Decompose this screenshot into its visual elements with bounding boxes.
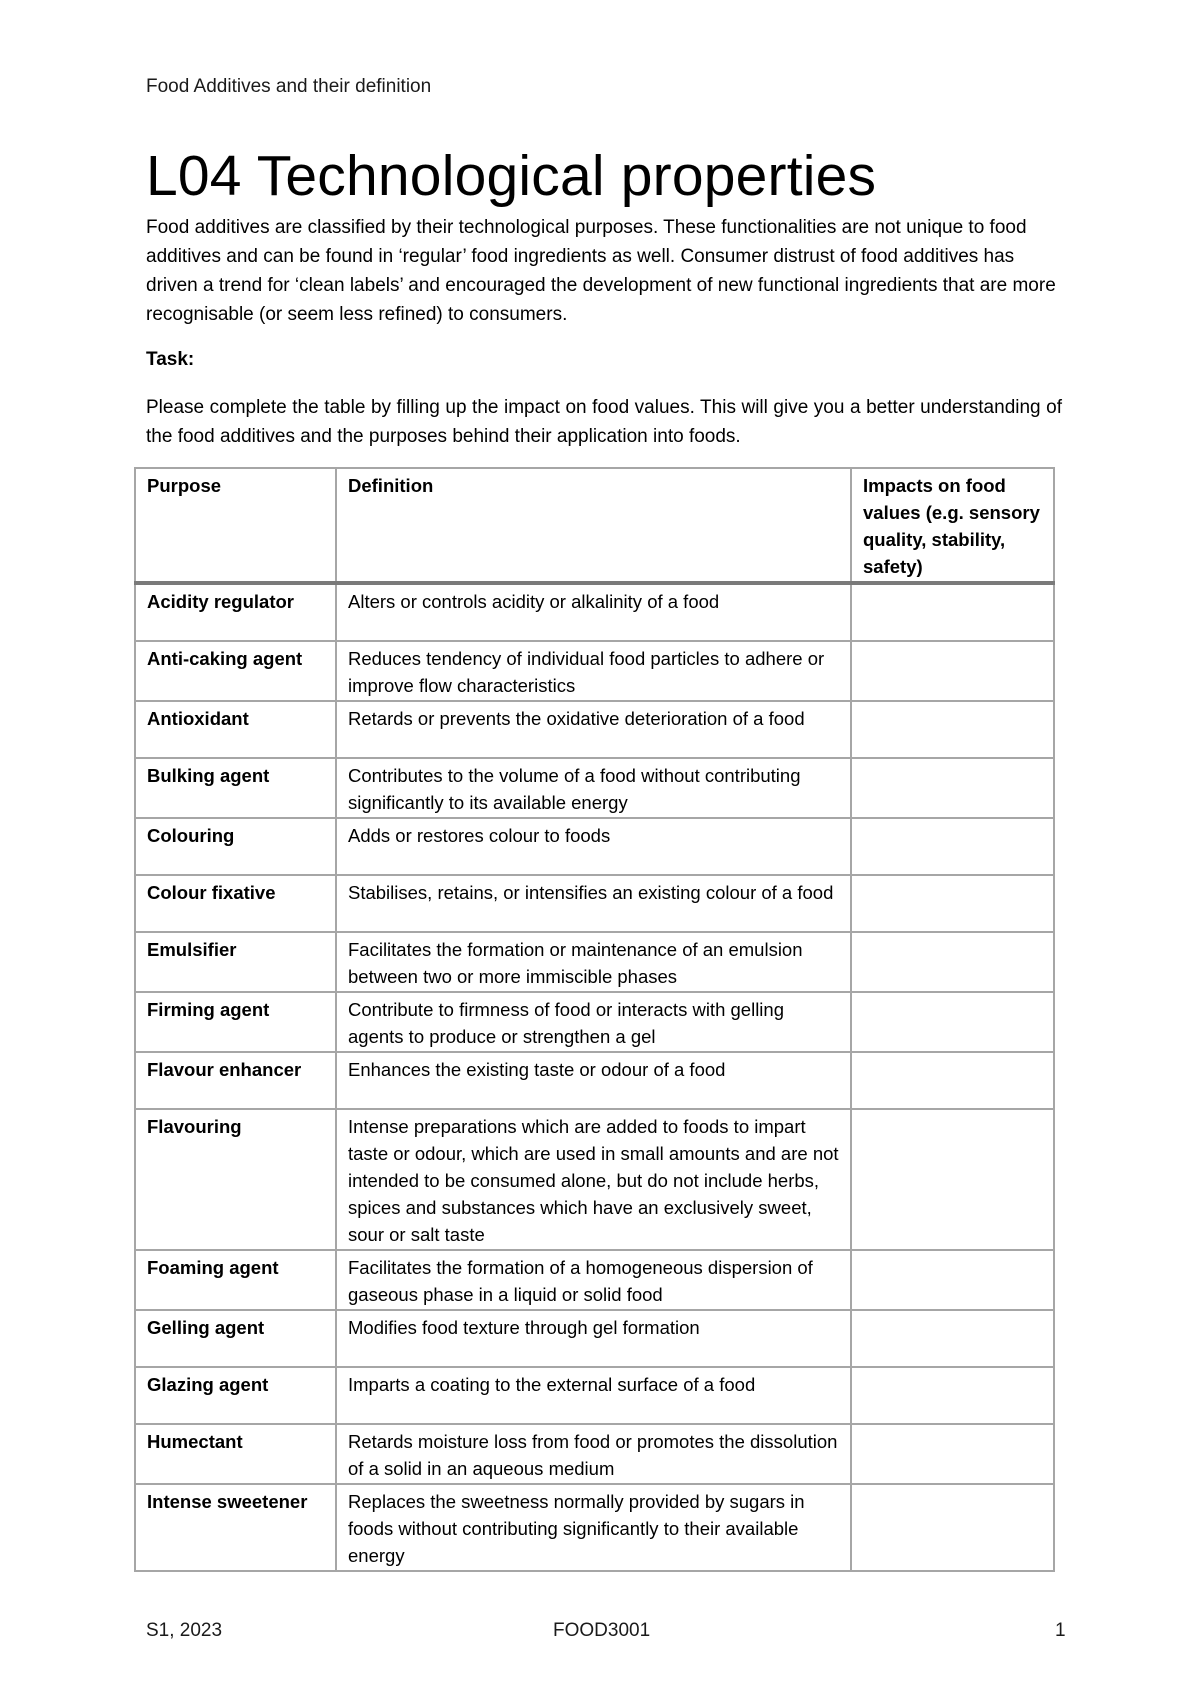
purpose-cell: Flavour enhancer xyxy=(135,1052,336,1109)
definition-cell: Intense preparations which are added to foods to impart taste or odour, which are used in small amounts and are not intended to be consumed alone, but do not include herbs, spices and substances which have an exclusively sweet, sour or salt taste xyxy=(336,1109,851,1250)
impact-cell[interactable] xyxy=(851,1367,1054,1424)
definition-cell: Stabilises, retains, or intensifies an existing colour of a food xyxy=(336,875,851,932)
definition-cell: Retards moisture loss from food or promotes the dissolution of a solid in an aqueous medium xyxy=(336,1424,851,1484)
impact-cell[interactable] xyxy=(851,992,1054,1052)
table-row xyxy=(135,1484,1054,1571)
definition-cell: Adds or restores colour to foods xyxy=(336,818,851,875)
definition-cell: Alters or controls acidity or alkalinity of a food xyxy=(336,583,851,641)
footer-term: S1, 2023 xyxy=(146,1620,223,1641)
purpose-cell: Emulsifier xyxy=(135,932,336,992)
document-title: L04 Technological properties xyxy=(146,144,877,208)
table-row xyxy=(135,818,1054,875)
impact-cell[interactable] xyxy=(851,818,1054,875)
table-row xyxy=(135,1052,1054,1109)
table-row xyxy=(135,992,1054,1052)
table-row xyxy=(135,758,1054,818)
purpose-cell: Colouring xyxy=(135,818,336,875)
definition-cell: Facilitates the formation of a homogeneous dispersion of gaseous phase in a liquid or solid food xyxy=(336,1250,851,1310)
purpose-cell: Firming agent xyxy=(135,992,336,1052)
header-impacts: Impacts on food values (e.g. sensory quality, stability, safety) xyxy=(851,468,1054,583)
purpose-cell: Anti-caking agent xyxy=(135,641,336,701)
table-row xyxy=(135,641,1054,701)
impact-cell[interactable] xyxy=(851,701,1054,758)
purpose-cell: Gelling agent xyxy=(135,1310,336,1367)
impact-cell[interactable] xyxy=(851,1250,1054,1310)
purpose-cell: Colour fixative xyxy=(135,875,336,932)
page-number: 1 xyxy=(1055,1620,1066,1641)
table-row xyxy=(135,1424,1054,1484)
definition-cell: Replaces the sweetness normally provided by sugars in foods without contributing significantly to their available energy xyxy=(336,1484,851,1571)
purpose-cell: Antioxidant xyxy=(135,701,336,758)
definition-cell: Contribute to firmness of food or interacts with gelling agents to produce or strengthen a gel xyxy=(336,992,851,1052)
footer-course-code: FOOD3001 xyxy=(553,1620,651,1641)
impact-cell[interactable] xyxy=(851,932,1054,992)
definition-cell: Reduces tendency of individual food particles to adhere or improve flow characteristics xyxy=(336,641,851,701)
impact-cell[interactable] xyxy=(851,1484,1054,1571)
purpose-cell: Intense sweetener xyxy=(135,1484,336,1571)
purpose-cell: Glazing agent xyxy=(135,1367,336,1424)
impact-cell[interactable] xyxy=(851,1109,1054,1250)
impact-cell[interactable] xyxy=(851,1052,1054,1109)
header-definition: Definition xyxy=(336,468,851,583)
page-header: Food Additives and their definition xyxy=(146,76,432,97)
impact-cell[interactable] xyxy=(851,758,1054,818)
definition-cell: Retards or prevents the oxidative deterioration of a food xyxy=(336,701,851,758)
impact-cell[interactable] xyxy=(851,875,1054,932)
table-row xyxy=(135,1310,1054,1367)
table-row xyxy=(135,875,1054,932)
impact-cell[interactable] xyxy=(851,583,1054,641)
impact-cell[interactable] xyxy=(851,1310,1054,1367)
table-row xyxy=(135,932,1054,992)
intro-paragraph: Food additives are classified by their technological purposes. These functionalities are not unique to food additives and can be found in ‘regular’ food ingredients as well. Consumer distrust of food additives has driven a trend for ‘clean labels’ and encouraged the development of new functional ingredients that are more recognisable (or seem less refined) to consumers. xyxy=(146,217,1056,325)
task-label: Task: xyxy=(146,349,195,370)
food-additives-table xyxy=(134,467,1055,1572)
table-row xyxy=(135,1250,1054,1310)
impact-cell[interactable] xyxy=(851,641,1054,701)
definition-cell: Enhances the existing taste or odour of a food xyxy=(336,1052,851,1109)
definition-cell: Imparts a coating to the external surface of a food xyxy=(336,1367,851,1424)
purpose-cell: Flavouring xyxy=(135,1109,336,1250)
table-header-row xyxy=(135,468,1054,583)
purpose-cell: Acidity regulator xyxy=(135,583,336,641)
task-instructions: Please complete the table by filling up the impact on food values. This will give you a better understanding of the food additives and the purposes behind their application into foods. xyxy=(146,397,1062,447)
table-row xyxy=(135,1367,1054,1424)
table-row xyxy=(135,583,1054,641)
definition-cell: Contributes to the volume of a food without contributing significantly to its available energy xyxy=(336,758,851,818)
impact-cell[interactable] xyxy=(851,1424,1054,1484)
definition-cell: Facilitates the formation or maintenance of an emulsion between two or more immiscible phases xyxy=(336,932,851,992)
purpose-cell: Bulking agent xyxy=(135,758,336,818)
purpose-cell: Foaming agent xyxy=(135,1250,336,1310)
header-purpose: Purpose xyxy=(135,468,336,583)
definition-cell: Modifies food texture through gel formation xyxy=(336,1310,851,1367)
table-row xyxy=(135,701,1054,758)
table-row xyxy=(135,1109,1054,1250)
purpose-cell: Humectant xyxy=(135,1424,336,1484)
